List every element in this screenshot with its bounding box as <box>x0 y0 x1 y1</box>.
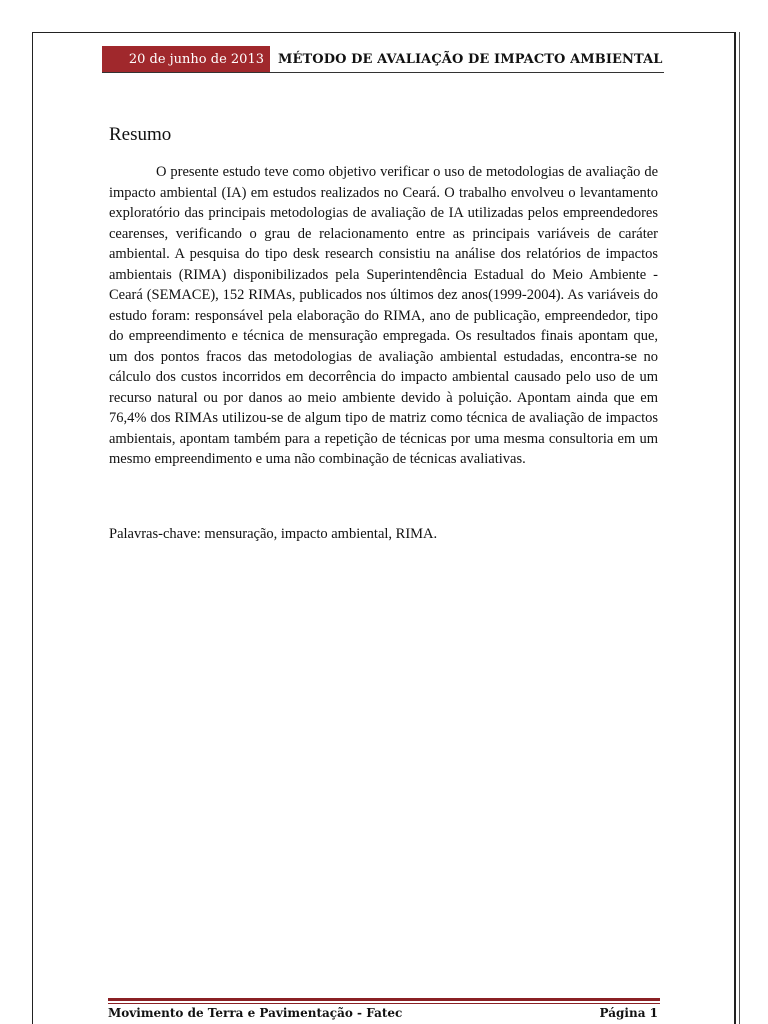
keywords-line: Palavras-chave: mensuração, impacto ambiental, RIMA. <box>109 526 438 542</box>
header-title: MÉTODO DE AVALIAÇÃO DE IMPACTO AMBIENTAL <box>278 51 663 67</box>
footer-page-number: Página 1 <box>599 1006 658 1020</box>
header-divider <box>102 72 664 73</box>
page-border <box>32 32 33 1024</box>
page-border <box>734 32 736 1024</box>
footer-course-title: Movimento de Terra e Pavimentação - Fatec <box>108 1006 403 1020</box>
page-border <box>739 32 740 1024</box>
section-heading: Resumo <box>109 124 172 145</box>
page-border <box>32 32 736 33</box>
abstract-paragraph: O presente estudo teve como objetivo verificar o uso de metodologias de avaliação de impacto ambiental (IA) em estudos realizados no Ceará. O trabalho envolveu o levantamento exploratório das principais metodologias de avaliação de IA utilizadas pelos empreendedores cearenses, verificando o grau de relacionamento entre as principais variáveis de caráter ambiental. A pesquisa do tipo desk research consistiu na análise dos relatórios de impactos ambientais (RIMA) disponibilizados pela Superintendência Estadual do Meio Ambiente - Ceará (SEMACE), 152 RIMAs, publicados nos últimos dez anos(1999-2004). As variáveis do estudo foram: responsável pela elaboração do RIMA, ano de publicação, empreendedor, tipo do empreendimento e técnica de mensuração empregada. Os resultados finais apontam que, um dos pontos fracos das metodologias de avaliação ambiental estudadas, encontra-se no cálculo dos custos incorridos em decorrência do impacto ambiental causado pelo uso de um recurso natural ou por danos ao meio ambiente devido à poluição. Apontam ainda que em 76,4% dos RIMAs utilizou-se de algum tipo de matriz como técnica de avaliação de impactos ambientais, apontam também para a repetição de técnicas por uma mesma consultoria em um mesmo empreendimento e uma não combinação de técnicas avaliativas. <box>109 164 658 467</box>
footer-divider <box>108 998 660 1001</box>
header-date-badge: 20 de junho de 2013 <box>102 46 270 72</box>
footer-divider <box>108 1003 660 1004</box>
